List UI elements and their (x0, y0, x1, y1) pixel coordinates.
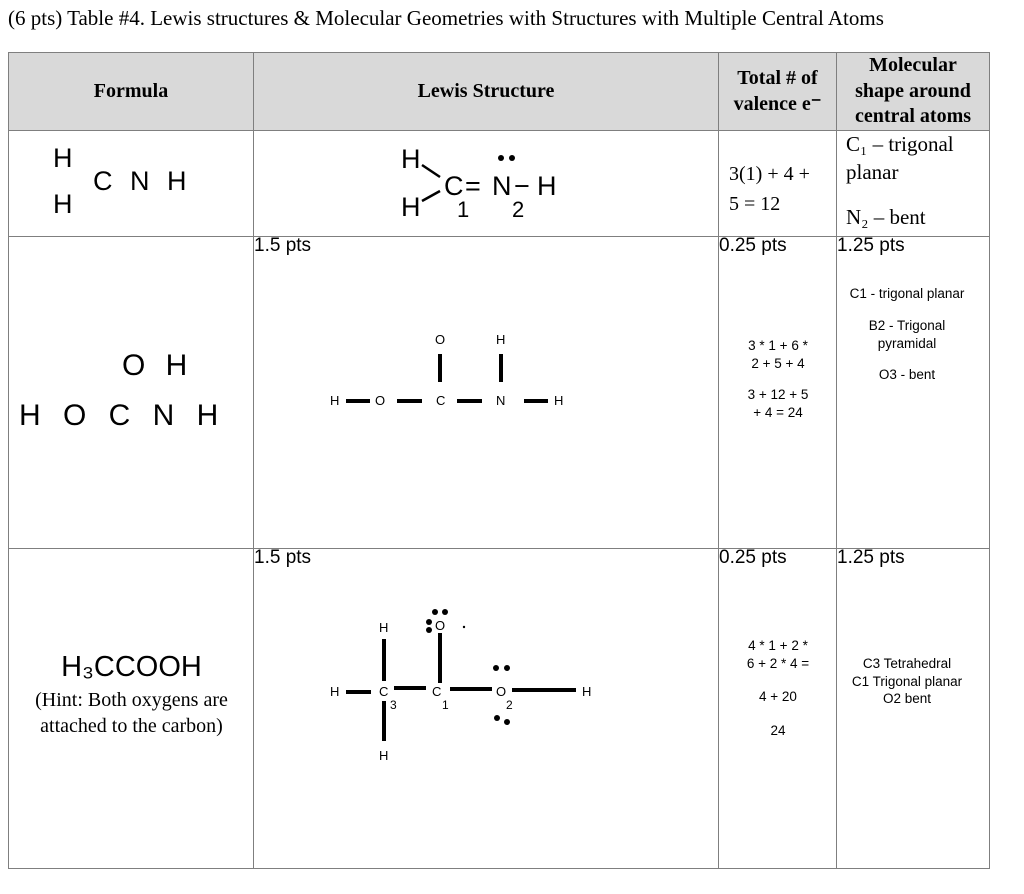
row3-valence-line: 4 + 20 (759, 689, 797, 705)
row1-valence-cell (719, 131, 837, 237)
row3-atom-c3: C (379, 684, 389, 699)
row3-atom-o-top: O (435, 618, 446, 633)
row2-valence-line: 3 * 1 + 6 * (748, 338, 808, 353)
row1-formula-cell (9, 131, 254, 237)
header-shape-line3: central atoms (854, 105, 972, 128)
row2-shape (837, 285, 977, 384)
row3-lewis-cell (254, 549, 719, 869)
row3-lewis-structure (254, 549, 719, 869)
row2-valence (719, 337, 837, 421)
header-formula: Formula (9, 53, 254, 131)
row3-shape (837, 655, 977, 708)
row1-lone-pair-dot (498, 155, 504, 161)
row1-lewis-c: C (444, 171, 464, 201)
row1-shape-cell (837, 131, 990, 237)
row3-shape-line: O2 bent (882, 691, 932, 707)
row3-label-3: 3 (390, 698, 397, 712)
row1-formula-h-bottom: H (53, 189, 73, 219)
row1-lewis-structure (254, 131, 719, 237)
row2-atom-o-top: O (435, 332, 446, 347)
row3-lone-pair-dot (494, 715, 500, 721)
row3-atom-h-right: H (582, 684, 592, 699)
row3-lone-pair-dot (504, 665, 510, 671)
row2-atom-h-right: H (554, 393, 564, 408)
row3-valence-pts: 0.25 pts (719, 547, 787, 568)
row2-shape-line: pyramidal (877, 335, 937, 351)
row3-valence-spacer (719, 706, 837, 722)
row2-shape-cell (837, 237, 990, 549)
row3-lone-pair-dot (426, 619, 432, 625)
row3-lone-pair-dot (504, 719, 510, 725)
header-shape (837, 53, 990, 131)
header-valence-line1: Total # of (737, 66, 818, 89)
table-row (9, 131, 990, 237)
row3-atom-h-top: H (379, 620, 389, 635)
header-valence-line2: valence e⁻ (733, 92, 822, 115)
row2-valence-pts: 0.25 pts (719, 235, 787, 256)
row1-label-1: 1 (457, 197, 470, 222)
row3-valence-line: 24 (770, 722, 786, 738)
row1-lewis-h1: H (401, 144, 421, 174)
row2-valence-line: + 4 = 24 (753, 404, 803, 420)
row2-atom-o: O (375, 393, 386, 408)
row3-lone-pair-dot (426, 627, 432, 633)
row2-lewis-pts: 1.5 pts (254, 235, 312, 256)
row3-atom-h-left: H (330, 684, 340, 699)
row2-shape-line: B2 - Trigonal (868, 317, 946, 333)
row1-valence-line1: 3(1) + 4 + (729, 163, 810, 185)
row3-valence-cell (719, 549, 837, 869)
row1-shape-line3: N₂ – bent (846, 205, 926, 230)
row1-shape-line2: planar (846, 159, 899, 184)
row3-shape-pts: 1.25 pts (837, 547, 905, 568)
row1-lewis-cell (254, 131, 719, 237)
row3-lone-pair-dot (432, 609, 438, 615)
row2-formula-cell (9, 237, 254, 549)
row2-valence-cell (719, 237, 837, 549)
row2-atom-n: N (496, 393, 506, 408)
row1-lewis-h3: H (537, 171, 557, 201)
row3-atom-h-bottom: H (379, 748, 389, 763)
row1-valence-line2: 5 = 12 (729, 193, 781, 215)
header-lewis: Lewis Structure (254, 53, 719, 131)
row2-valence-spacer (719, 372, 837, 386)
page-title: (6 pts) Table #4. Lewis structures & Molecular Geometries with Structures with Multiple Central Atoms (8, 6, 884, 30)
row1-bond-h2-c (422, 191, 440, 201)
row3-label-2: 2 (506, 698, 513, 712)
row1-lewis-eq: = (465, 171, 481, 201)
row3-valence-line: 6 + 2 * 4 = (746, 655, 810, 671)
row3-valence (719, 637, 837, 739)
table-row (9, 237, 990, 549)
row2-shape-line: O3 - bent (878, 367, 936, 383)
row3-hint-line1: (Hint: Both oxygens are (35, 689, 228, 711)
row2-atom-c: C (436, 393, 446, 408)
row2-shape-spacer (837, 303, 977, 317)
row3-atom-c1: C (432, 684, 442, 699)
row1-lewis-dash: − (514, 171, 530, 201)
row2-valence-line: 3 + 12 + 5 (747, 387, 809, 403)
row1-formula-main: C N H (93, 166, 187, 196)
row1-formula-h-top: H (53, 143, 73, 173)
header-shape-line2: shape around (855, 79, 971, 102)
row3-shape-cell (837, 549, 990, 869)
row3-lewis-pts: 1.5 pts (254, 547, 312, 568)
row3-formula-main: H₃CCOOH (61, 651, 202, 683)
row1-lewis-h2: H (401, 192, 421, 222)
row1-lewis-n: N (492, 171, 512, 201)
row2-lewis-structure (254, 237, 719, 549)
row3-valence-spacer (719, 672, 837, 688)
row3-hint-line2: attached to the carbon) (40, 715, 223, 737)
row1-lone-pair-dot (509, 155, 515, 161)
row2-atom-h-left: H (330, 393, 340, 408)
row2-atom-h-top: H (496, 332, 506, 347)
row3-stray-dot (463, 626, 465, 628)
header-row (9, 53, 990, 131)
row3-valence-line: 4 * 1 + 2 * (748, 638, 808, 653)
row3-label-1: 1 (442, 698, 449, 712)
row1-label-2: 2 (512, 197, 525, 222)
lewis-table (8, 52, 990, 869)
table-row (9, 549, 990, 869)
row3-lone-pair-dot (493, 665, 499, 671)
row2-lewis-cell (254, 237, 719, 549)
row3-atom-o2: O (496, 684, 507, 699)
row3-shape-line: C1 Trigonal planar (851, 673, 963, 689)
row2-formula-bottom: H O C N H (19, 399, 219, 432)
row2-shape-pts: 1.25 pts (837, 235, 905, 256)
row3-formula-hint (9, 687, 254, 739)
row1-valence (729, 159, 810, 219)
row2-valence-line: 2 + 5 + 4 (751, 355, 805, 371)
row3-shape-line: C3 Tetrahedral (862, 656, 952, 671)
row1-shape (846, 131, 954, 232)
header-valence (719, 53, 837, 131)
row3-formula-cell (9, 549, 254, 869)
row3-lone-pair-dot (442, 609, 448, 615)
row1-bond-h1-c (422, 165, 440, 177)
row2-shape-spacer (837, 352, 977, 366)
row2-shape-line: C1 - trigonal planar (849, 286, 965, 301)
header-shape-line1: Molecular (869, 54, 957, 77)
row2-formula-top: O H (122, 349, 188, 382)
row1-shape-line1: C₁ – trigonal (846, 132, 954, 156)
